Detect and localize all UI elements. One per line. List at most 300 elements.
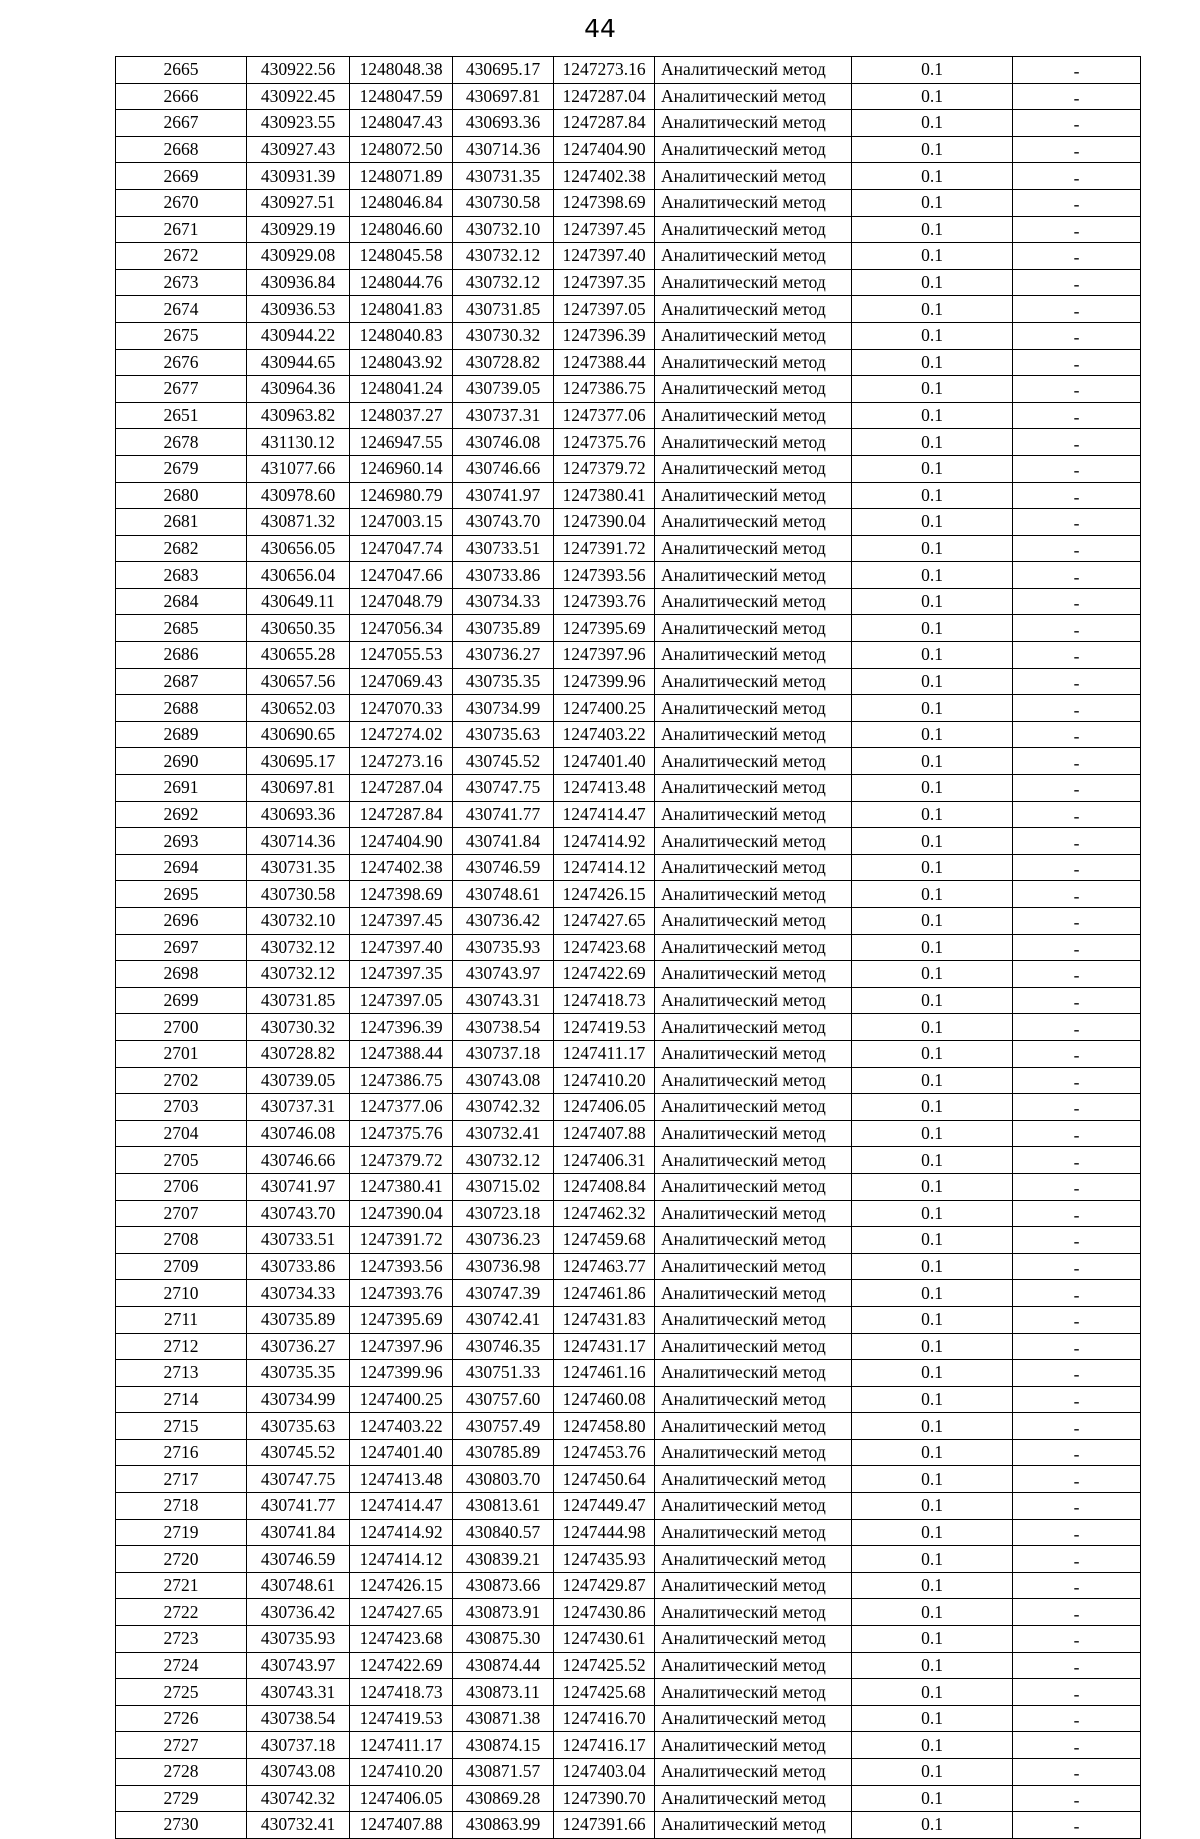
accuracy-cell: 0.1 xyxy=(852,110,1013,137)
x1-cell: 430931.39 xyxy=(247,163,350,190)
x1-cell: 430714.36 xyxy=(247,828,350,855)
x1-cell: 430736.42 xyxy=(247,1599,350,1626)
point-number-cell: 2689 xyxy=(116,721,247,748)
x2-cell: 430735.63 xyxy=(453,721,554,748)
x1-cell: 430741.97 xyxy=(247,1173,350,1200)
method-cell: Аналитический метод xyxy=(655,1439,852,1466)
point-number-cell: 2710 xyxy=(116,1280,247,1307)
point-number-cell: 2723 xyxy=(116,1626,247,1653)
y2-cell: 1247402.38 xyxy=(554,163,655,190)
y2-cell: 1247431.17 xyxy=(554,1333,655,1360)
method-cell: Аналитический метод xyxy=(655,1466,852,1493)
accuracy-cell: 0.1 xyxy=(852,1599,1013,1626)
point-number-cell: 2694 xyxy=(116,854,247,881)
table-row xyxy=(116,1679,1141,1706)
y1-cell: 1246980.79 xyxy=(350,482,453,509)
point-number-cell: 2701 xyxy=(116,1040,247,1067)
method-cell: Аналитический метод xyxy=(655,1014,852,1041)
table-body xyxy=(116,57,1141,1839)
x2-cell: 430840.57 xyxy=(453,1519,554,1546)
x1-cell: 430731.35 xyxy=(247,854,350,881)
x1-cell: 430732.12 xyxy=(247,961,350,988)
accuracy-cell: 0.1 xyxy=(852,961,1013,988)
x2-cell: 430732.10 xyxy=(453,216,554,243)
x1-cell: 430734.33 xyxy=(247,1280,350,1307)
x1-cell: 430929.08 xyxy=(247,243,350,270)
table-row xyxy=(116,615,1141,642)
y2-cell: 1247414.12 xyxy=(554,854,655,881)
note-cell: - xyxy=(1013,1759,1141,1786)
table-row xyxy=(116,1227,1141,1254)
x2-cell: 430873.66 xyxy=(453,1572,554,1599)
y1-cell: 1247406.05 xyxy=(350,1785,453,1812)
y1-cell: 1247396.39 xyxy=(350,1014,453,1041)
y1-cell: 1247419.53 xyxy=(350,1705,453,1732)
method-cell: Аналитический метод xyxy=(655,1546,852,1573)
y1-cell: 1247287.04 xyxy=(350,775,453,802)
y2-cell: 1247403.04 xyxy=(554,1759,655,1786)
x2-cell: 430743.31 xyxy=(453,987,554,1014)
x2-cell: 430747.39 xyxy=(453,1280,554,1307)
point-number-cell: 2693 xyxy=(116,828,247,855)
y1-cell: 1247399.96 xyxy=(350,1360,453,1387)
accuracy-cell: 0.1 xyxy=(852,57,1013,84)
point-number-cell: 2673 xyxy=(116,269,247,296)
y1-cell: 1246960.14 xyxy=(350,455,453,482)
y2-cell: 1247396.39 xyxy=(554,322,655,349)
accuracy-cell: 0.1 xyxy=(852,881,1013,908)
y1-cell: 1248044.76 xyxy=(350,269,453,296)
table-row xyxy=(116,110,1141,137)
method-cell: Аналитический метод xyxy=(655,376,852,403)
x2-cell: 430742.32 xyxy=(453,1094,554,1121)
x1-cell: 430747.75 xyxy=(247,1466,350,1493)
point-number-cell: 2675 xyxy=(116,322,247,349)
table-row xyxy=(116,1014,1141,1041)
table-row xyxy=(116,1439,1141,1466)
method-cell: Аналитический метод xyxy=(655,1599,852,1626)
x1-cell: 430735.93 xyxy=(247,1626,350,1653)
accuracy-cell: 0.1 xyxy=(852,322,1013,349)
y2-cell: 1247430.86 xyxy=(554,1599,655,1626)
note-cell: - xyxy=(1013,1306,1141,1333)
x2-cell: 430803.70 xyxy=(453,1466,554,1493)
x1-cell: 430741.77 xyxy=(247,1493,350,1520)
accuracy-cell: 0.1 xyxy=(852,562,1013,589)
x2-cell: 430715.02 xyxy=(453,1173,554,1200)
y2-cell: 1247393.76 xyxy=(554,588,655,615)
accuracy-cell: 0.1 xyxy=(852,721,1013,748)
method-cell: Аналитический метод xyxy=(655,961,852,988)
method-cell: Аналитический метод xyxy=(655,1306,852,1333)
accuracy-cell: 0.1 xyxy=(852,1014,1013,1041)
y1-cell: 1247393.56 xyxy=(350,1253,453,1280)
note-cell: - xyxy=(1013,961,1141,988)
x1-cell: 430978.60 xyxy=(247,482,350,509)
note-cell: - xyxy=(1013,402,1141,429)
point-number-cell: 2712 xyxy=(116,1333,247,1360)
y2-cell: 1247410.20 xyxy=(554,1067,655,1094)
y1-cell: 1247397.40 xyxy=(350,934,453,961)
y2-cell: 1247449.47 xyxy=(554,1493,655,1520)
y2-cell: 1247391.72 xyxy=(554,535,655,562)
x2-cell: 430871.38 xyxy=(453,1705,554,1732)
note-cell: - xyxy=(1013,1173,1141,1200)
x1-cell: 430697.81 xyxy=(247,775,350,802)
accuracy-cell: 0.1 xyxy=(852,1679,1013,1706)
note-cell: - xyxy=(1013,695,1141,722)
method-cell: Аналитический метод xyxy=(655,1759,852,1786)
y2-cell: 1247397.05 xyxy=(554,296,655,323)
note-cell: - xyxy=(1013,57,1141,84)
y2-cell: 1247401.40 xyxy=(554,748,655,775)
table-row xyxy=(116,1306,1141,1333)
note-cell: - xyxy=(1013,163,1141,190)
x2-cell: 430757.49 xyxy=(453,1413,554,1440)
accuracy-cell: 0.1 xyxy=(852,1120,1013,1147)
y2-cell: 1247426.15 xyxy=(554,881,655,908)
point-number-cell: 2688 xyxy=(116,695,247,722)
note-cell: - xyxy=(1013,1599,1141,1626)
y2-cell: 1247453.76 xyxy=(554,1439,655,1466)
x1-cell: 430735.63 xyxy=(247,1413,350,1440)
note-cell: - xyxy=(1013,296,1141,323)
note-cell: - xyxy=(1013,668,1141,695)
x2-cell: 430875.30 xyxy=(453,1626,554,1653)
accuracy-cell: 0.1 xyxy=(852,296,1013,323)
accuracy-cell: 0.1 xyxy=(852,1439,1013,1466)
y2-cell: 1247386.75 xyxy=(554,376,655,403)
y2-cell: 1247413.48 xyxy=(554,775,655,802)
y2-cell: 1247399.96 xyxy=(554,668,655,695)
x1-cell: 430656.05 xyxy=(247,535,350,562)
table-row xyxy=(116,1386,1141,1413)
x2-cell: 430738.54 xyxy=(453,1014,554,1041)
x1-cell: 430655.28 xyxy=(247,642,350,669)
table-row xyxy=(116,322,1141,349)
note-cell: - xyxy=(1013,1519,1141,1546)
table-row xyxy=(116,1094,1141,1121)
table-row xyxy=(116,376,1141,403)
method-cell: Аналитический метод xyxy=(655,1333,852,1360)
y2-cell: 1247459.68 xyxy=(554,1227,655,1254)
note-cell: - xyxy=(1013,216,1141,243)
y2-cell: 1247431.83 xyxy=(554,1306,655,1333)
point-number-cell: 2726 xyxy=(116,1705,247,1732)
x2-cell: 430737.18 xyxy=(453,1040,554,1067)
accuracy-cell: 0.1 xyxy=(852,1466,1013,1493)
y2-cell: 1247397.40 xyxy=(554,243,655,270)
accuracy-cell: 0.1 xyxy=(852,642,1013,669)
x1-cell: 431077.66 xyxy=(247,455,350,482)
x2-cell: 430873.91 xyxy=(453,1599,554,1626)
table-row xyxy=(116,216,1141,243)
note-cell: - xyxy=(1013,775,1141,802)
table-row xyxy=(116,881,1141,908)
point-number-cell: 2691 xyxy=(116,775,247,802)
x1-cell: 430743.97 xyxy=(247,1652,350,1679)
table-row xyxy=(116,775,1141,802)
accuracy-cell: 0.1 xyxy=(852,1652,1013,1679)
y1-cell: 1248041.83 xyxy=(350,296,453,323)
method-cell: Аналитический метод xyxy=(655,535,852,562)
x1-cell: 430927.51 xyxy=(247,189,350,216)
x2-cell: 430757.60 xyxy=(453,1386,554,1413)
x2-cell: 430734.33 xyxy=(453,588,554,615)
x2-cell: 430732.12 xyxy=(453,269,554,296)
method-cell: Аналитический метод xyxy=(655,216,852,243)
table-row xyxy=(116,429,1141,456)
x2-cell: 430735.89 xyxy=(453,615,554,642)
y1-cell: 1247395.69 xyxy=(350,1306,453,1333)
accuracy-cell: 0.1 xyxy=(852,1360,1013,1387)
accuracy-cell: 0.1 xyxy=(852,269,1013,296)
x2-cell: 430785.89 xyxy=(453,1439,554,1466)
note-cell: - xyxy=(1013,1040,1141,1067)
x2-cell: 430874.15 xyxy=(453,1732,554,1759)
x1-cell: 430693.36 xyxy=(247,801,350,828)
method-cell: Аналитический метод xyxy=(655,482,852,509)
note-cell: - xyxy=(1013,1439,1141,1466)
x1-cell: 430922.45 xyxy=(247,83,350,110)
point-number-cell: 2706 xyxy=(116,1173,247,1200)
method-cell: Аналитический метод xyxy=(655,349,852,376)
y1-cell: 1247388.44 xyxy=(350,1040,453,1067)
note-cell: - xyxy=(1013,1014,1141,1041)
x1-cell: 430730.58 xyxy=(247,881,350,908)
table-row xyxy=(116,748,1141,775)
note-cell: - xyxy=(1013,721,1141,748)
table-row xyxy=(116,801,1141,828)
point-number-cell: 2683 xyxy=(116,562,247,589)
x1-cell: 430936.84 xyxy=(247,269,350,296)
y2-cell: 1247375.76 xyxy=(554,429,655,456)
method-cell: Аналитический метод xyxy=(655,509,852,536)
method-cell: Аналитический метод xyxy=(655,1413,852,1440)
point-number-cell: 2695 xyxy=(116,881,247,908)
accuracy-cell: 0.1 xyxy=(852,1227,1013,1254)
method-cell: Аналитический метод xyxy=(655,1732,852,1759)
method-cell: Аналитический метод xyxy=(655,1493,852,1520)
note-cell: - xyxy=(1013,1227,1141,1254)
y1-cell: 1248047.43 xyxy=(350,110,453,137)
accuracy-cell: 0.1 xyxy=(852,1626,1013,1653)
method-cell: Аналитический метод xyxy=(655,1227,852,1254)
y1-cell: 1247380.41 xyxy=(350,1173,453,1200)
x2-cell: 430741.84 xyxy=(453,828,554,855)
x2-cell: 430731.85 xyxy=(453,296,554,323)
x2-cell: 430728.82 xyxy=(453,349,554,376)
accuracy-cell: 0.1 xyxy=(852,588,1013,615)
note-cell: - xyxy=(1013,455,1141,482)
accuracy-cell: 0.1 xyxy=(852,1147,1013,1174)
table-row xyxy=(116,1413,1141,1440)
method-cell: Аналитический метод xyxy=(655,1360,852,1387)
method-cell: Аналитический метод xyxy=(655,1253,852,1280)
y1-cell: 1247418.73 xyxy=(350,1679,453,1706)
table-row xyxy=(116,163,1141,190)
y2-cell: 1247397.35 xyxy=(554,269,655,296)
method-cell: Аналитический метод xyxy=(655,1200,852,1227)
method-cell: Аналитический метод xyxy=(655,854,852,881)
y2-cell: 1247397.96 xyxy=(554,642,655,669)
table-row xyxy=(116,1040,1141,1067)
y2-cell: 1247418.73 xyxy=(554,987,655,1014)
point-number-cell: 2718 xyxy=(116,1493,247,1520)
accuracy-cell: 0.1 xyxy=(852,615,1013,642)
y1-cell: 1247069.43 xyxy=(350,668,453,695)
y2-cell: 1247390.04 xyxy=(554,509,655,536)
y1-cell: 1246947.55 xyxy=(350,429,453,456)
point-number-cell: 2685 xyxy=(116,615,247,642)
x2-cell: 430873.11 xyxy=(453,1679,554,1706)
point-number-cell: 2729 xyxy=(116,1785,247,1812)
y1-cell: 1248071.89 xyxy=(350,163,453,190)
x1-cell: 430936.53 xyxy=(247,296,350,323)
method-cell: Аналитический метод xyxy=(655,748,852,775)
note-cell: - xyxy=(1013,1120,1141,1147)
point-number-cell: 2725 xyxy=(116,1679,247,1706)
x1-cell: 430649.11 xyxy=(247,588,350,615)
method-cell: Аналитический метод xyxy=(655,881,852,908)
x1-cell: 430695.17 xyxy=(247,748,350,775)
table-row xyxy=(116,1785,1141,1812)
method-cell: Аналитический метод xyxy=(655,1679,852,1706)
x2-cell: 430745.52 xyxy=(453,748,554,775)
point-number-cell: 2727 xyxy=(116,1732,247,1759)
page-number: 44 xyxy=(584,14,616,43)
y2-cell: 1247414.92 xyxy=(554,828,655,855)
x2-cell: 430747.75 xyxy=(453,775,554,802)
y2-cell: 1247462.32 xyxy=(554,1200,655,1227)
method-cell: Аналитический метод xyxy=(655,1626,852,1653)
table-row xyxy=(116,482,1141,509)
table-row xyxy=(116,562,1141,589)
method-cell: Аналитический метод xyxy=(655,934,852,961)
point-number-cell: 2669 xyxy=(116,163,247,190)
accuracy-cell: 0.1 xyxy=(852,1333,1013,1360)
y2-cell: 1247380.41 xyxy=(554,482,655,509)
point-number-cell: 2711 xyxy=(116,1306,247,1333)
x1-cell: 430738.54 xyxy=(247,1705,350,1732)
x1-cell: 430733.51 xyxy=(247,1227,350,1254)
point-number-cell: 2682 xyxy=(116,535,247,562)
x1-cell: 430743.31 xyxy=(247,1679,350,1706)
x2-cell: 430734.99 xyxy=(453,695,554,722)
method-cell: Аналитический метод xyxy=(655,615,852,642)
y1-cell: 1248047.59 xyxy=(350,83,453,110)
x1-cell: 430736.27 xyxy=(247,1333,350,1360)
y1-cell: 1247397.96 xyxy=(350,1333,453,1360)
y1-cell: 1247426.15 xyxy=(350,1572,453,1599)
point-number-cell: 2690 xyxy=(116,748,247,775)
point-number-cell: 2681 xyxy=(116,509,247,536)
point-number-cell: 2724 xyxy=(116,1652,247,1679)
method-cell: Аналитический метод xyxy=(655,1094,852,1121)
point-number-cell: 2671 xyxy=(116,216,247,243)
x2-cell: 430746.35 xyxy=(453,1333,554,1360)
y1-cell: 1247397.35 xyxy=(350,961,453,988)
method-cell: Аналитический метод xyxy=(655,296,852,323)
x2-cell: 430742.41 xyxy=(453,1306,554,1333)
x1-cell: 430656.04 xyxy=(247,562,350,589)
point-number-cell: 2707 xyxy=(116,1200,247,1227)
y2-cell: 1247388.44 xyxy=(554,349,655,376)
note-cell: - xyxy=(1013,83,1141,110)
y1-cell: 1247375.76 xyxy=(350,1120,453,1147)
x2-cell: 430743.08 xyxy=(453,1067,554,1094)
y1-cell: 1248043.92 xyxy=(350,349,453,376)
point-number-cell: 2713 xyxy=(116,1360,247,1387)
y1-cell: 1248045.58 xyxy=(350,243,453,270)
x1-cell: 430964.36 xyxy=(247,376,350,403)
note-cell: - xyxy=(1013,429,1141,456)
accuracy-cell: 0.1 xyxy=(852,535,1013,562)
y2-cell: 1247414.47 xyxy=(554,801,655,828)
method-cell: Аналитический метод xyxy=(655,1147,852,1174)
point-number-cell: 2703 xyxy=(116,1094,247,1121)
accuracy-cell: 0.1 xyxy=(852,243,1013,270)
note-cell: - xyxy=(1013,1705,1141,1732)
y2-cell: 1247444.98 xyxy=(554,1519,655,1546)
note-cell: - xyxy=(1013,615,1141,642)
y2-cell: 1247404.90 xyxy=(554,136,655,163)
x2-cell: 430733.86 xyxy=(453,562,554,589)
x1-cell: 430728.82 xyxy=(247,1040,350,1067)
note-cell: - xyxy=(1013,934,1141,961)
y1-cell: 1248046.84 xyxy=(350,189,453,216)
y2-cell: 1247390.70 xyxy=(554,1785,655,1812)
x2-cell: 430737.31 xyxy=(453,402,554,429)
note-cell: - xyxy=(1013,1785,1141,1812)
point-number-cell: 2668 xyxy=(116,136,247,163)
x1-cell: 430734.99 xyxy=(247,1386,350,1413)
x2-cell: 430746.66 xyxy=(453,455,554,482)
y1-cell: 1247423.68 xyxy=(350,1626,453,1653)
note-cell: - xyxy=(1013,1253,1141,1280)
accuracy-cell: 0.1 xyxy=(852,934,1013,961)
x2-cell: 430746.08 xyxy=(453,429,554,456)
x1-cell: 430927.43 xyxy=(247,136,350,163)
x2-cell: 430730.32 xyxy=(453,322,554,349)
note-cell: - xyxy=(1013,1652,1141,1679)
x1-cell: 430743.70 xyxy=(247,1200,350,1227)
point-number-cell: 2716 xyxy=(116,1439,247,1466)
note-cell: - xyxy=(1013,854,1141,881)
x2-cell: 430736.42 xyxy=(453,908,554,935)
x1-cell: 430690.65 xyxy=(247,721,350,748)
y2-cell: 1247416.17 xyxy=(554,1732,655,1759)
coordinates-table xyxy=(115,56,1141,1839)
method-cell: Аналитический метод xyxy=(655,429,852,456)
note-cell: - xyxy=(1013,509,1141,536)
method-cell: Аналитический метод xyxy=(655,908,852,935)
x2-cell: 430736.27 xyxy=(453,642,554,669)
note-cell: - xyxy=(1013,1493,1141,1520)
point-number-cell: 2680 xyxy=(116,482,247,509)
x1-cell: 430657.56 xyxy=(247,668,350,695)
y2-cell: 1247377.06 xyxy=(554,402,655,429)
method-cell: Аналитический метод xyxy=(655,1040,852,1067)
table-row xyxy=(116,1652,1141,1679)
y2-cell: 1247287.84 xyxy=(554,110,655,137)
method-cell: Аналитический метод xyxy=(655,1652,852,1679)
y1-cell: 1247402.38 xyxy=(350,854,453,881)
point-number-cell: 2684 xyxy=(116,588,247,615)
x2-cell: 430733.51 xyxy=(453,535,554,562)
point-number-cell: 2705 xyxy=(116,1147,247,1174)
method-cell: Аналитический метод xyxy=(655,642,852,669)
